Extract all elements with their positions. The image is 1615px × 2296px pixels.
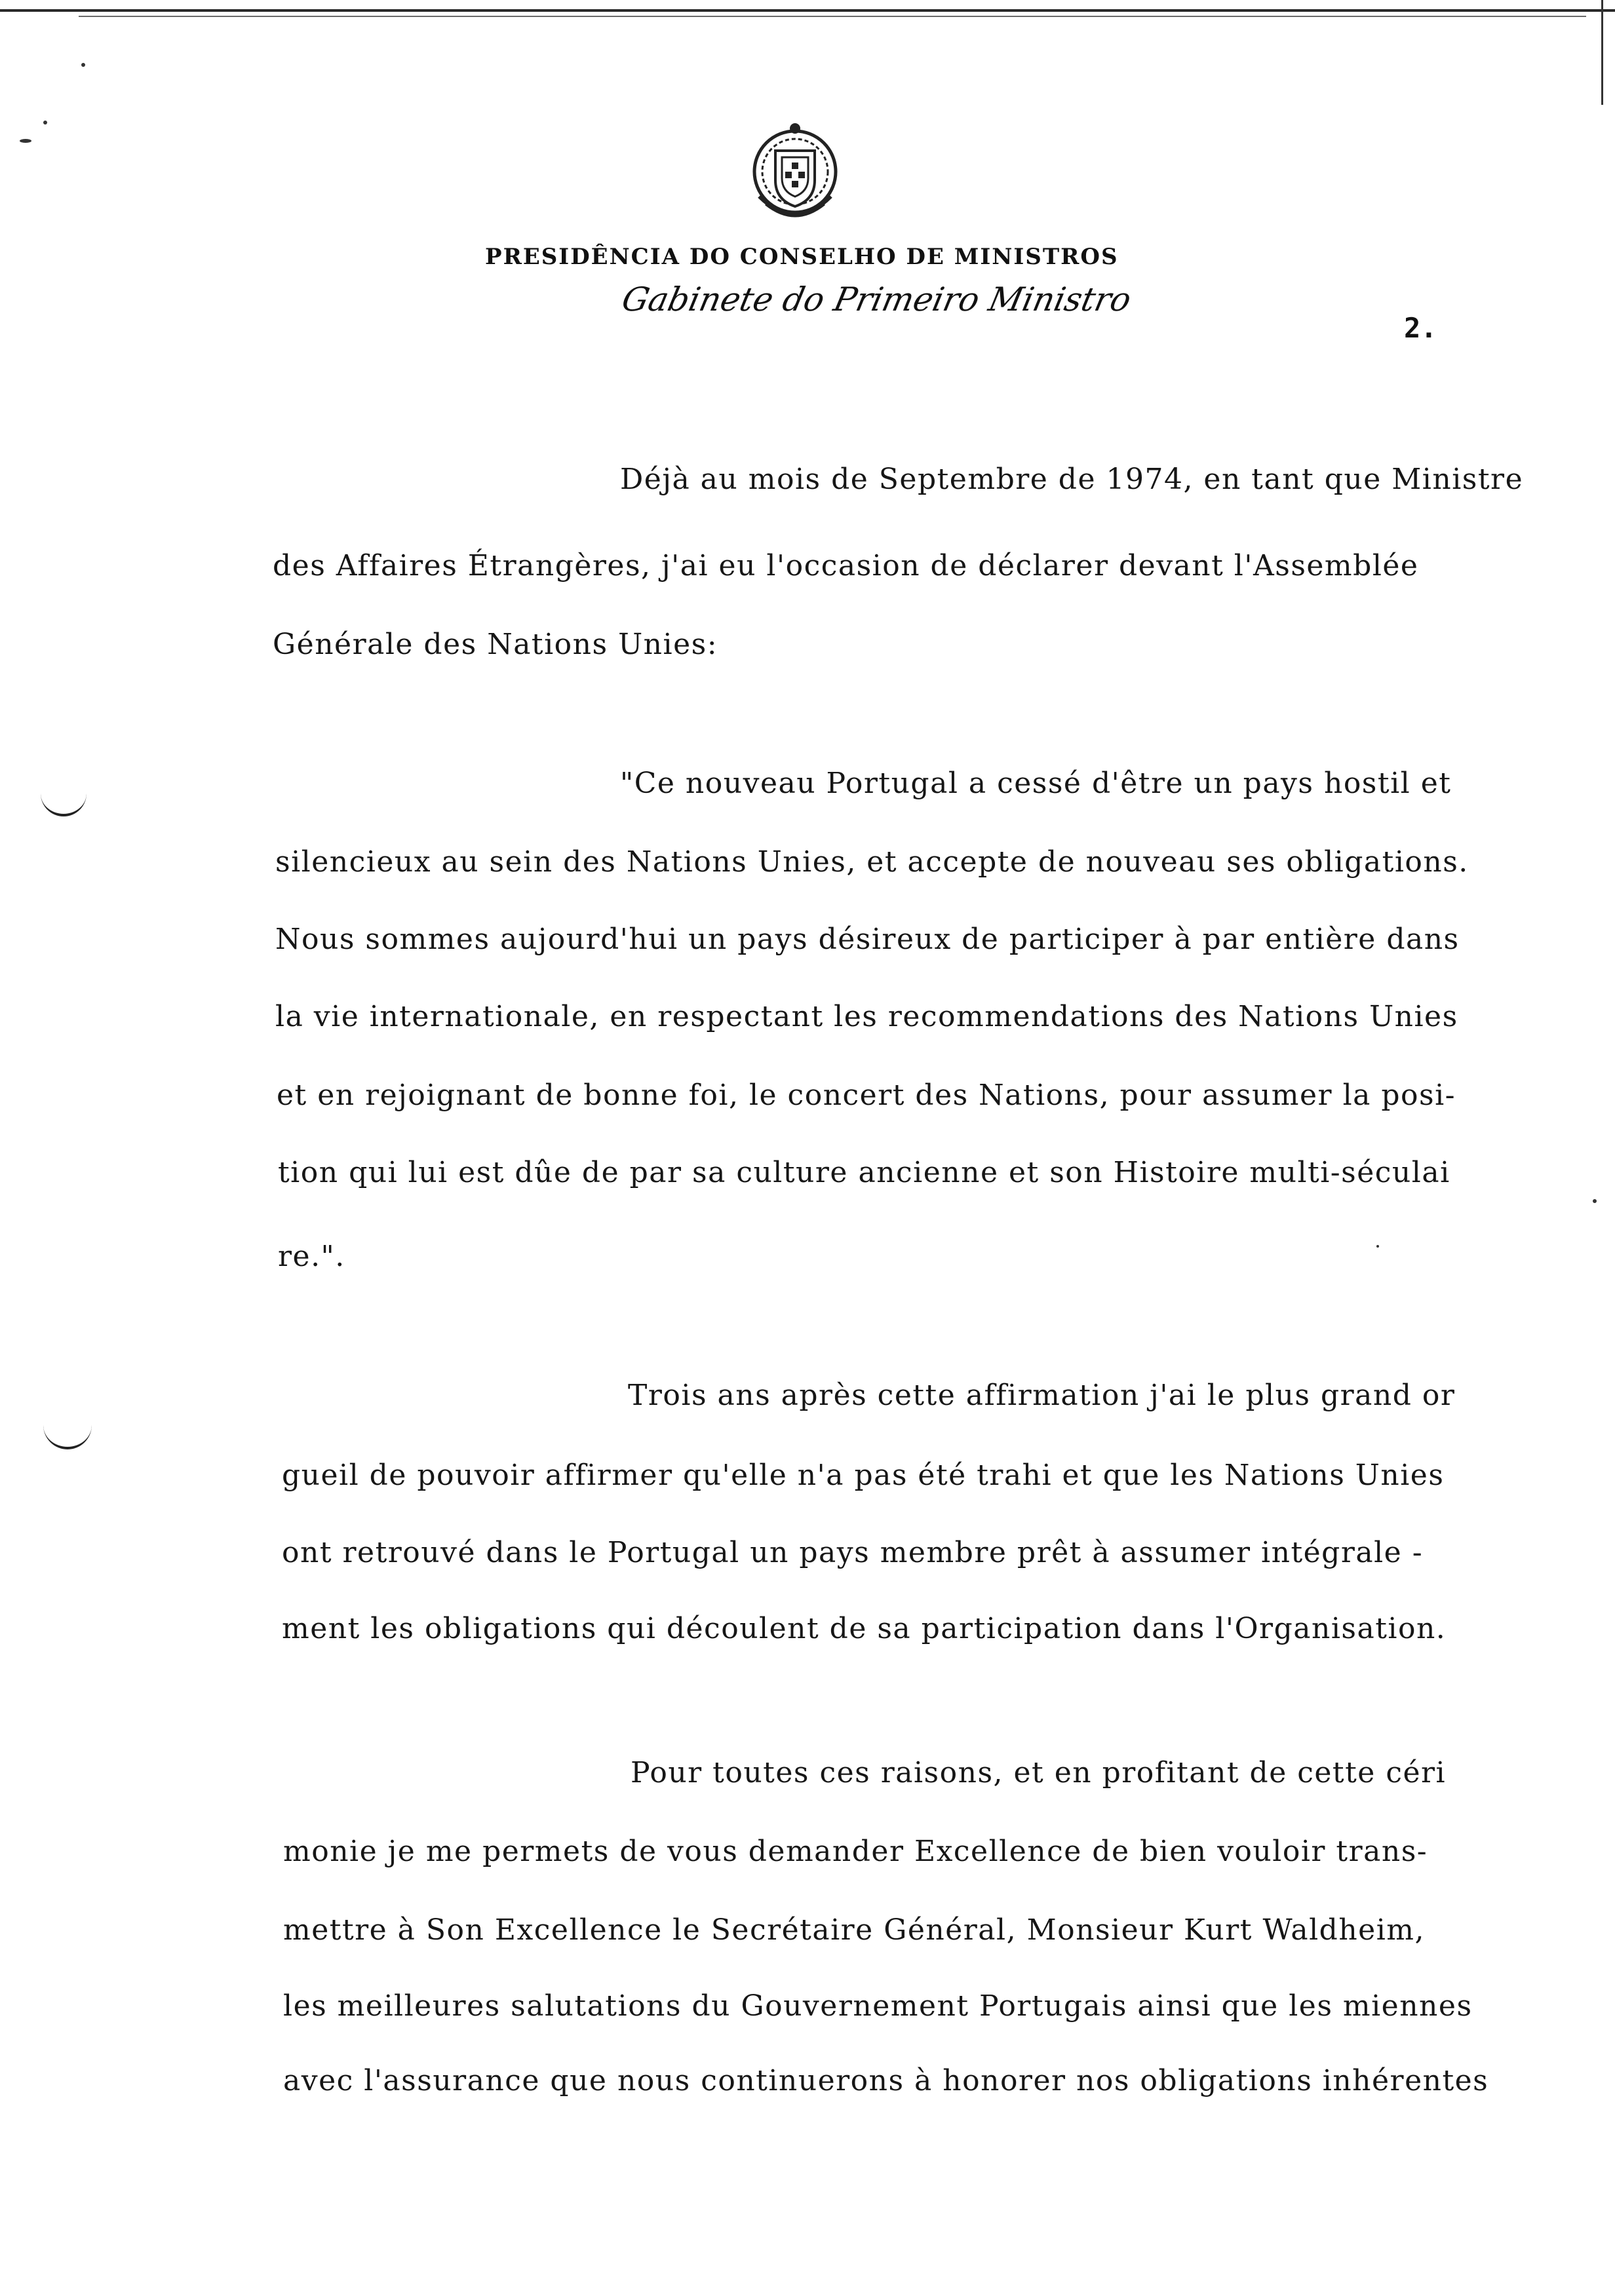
paragraph-4-line-4: les meilleures salutations du Gouvernement Portugais ainsi que les miennes	[283, 1989, 1473, 2023]
paragraph-3-line-4: ment les obligations qui découlent de sa participation dans l'Organisation.	[282, 1612, 1447, 1645]
page-number: 2.	[1404, 312, 1437, 344]
paragraph-2-line-7: re.".	[278, 1240, 345, 1273]
page-edge-mark	[1601, 0, 1603, 105]
office-subtitle: Gabinete do Primeiro Ministro	[618, 280, 1135, 318]
top-border-line-thin	[79, 16, 1586, 17]
paragraph-2-line-6: tion qui lui est dûe de par sa culture ancienne et son Histoire multi-séculai	[278, 1156, 1450, 1189]
scan-speck	[43, 121, 47, 124]
scan-speck	[1593, 1199, 1597, 1203]
paragraph-3-line-2: gueil de pouvoir affirmer qu'elle n'a pas été trahi et que les Nations Unies	[282, 1459, 1445, 1492]
top-border-line	[0, 9, 1615, 12]
paragraph-1-line-1: Déjà au mois de Septembre de 1974, en tant que Ministre	[620, 463, 1524, 496]
paragraph-4-line-2: monie je me permets de vous demander Excellence de bien vouloir trans-	[283, 1835, 1428, 1868]
paragraph-2-line-5: et en rejoignant de bonne foi, le concert des Nations, pour assumer la posi-	[277, 1079, 1456, 1112]
paragraph-2-line-2: silencieux au sein des Nations Unies, et accepte de nouveau ses obligations.	[275, 845, 1469, 879]
paragraph-4-line-5: avec l'assurance que nous continuerons à honorer nos obligations inhérentes	[283, 2064, 1489, 2097]
ministry-header-title: PRESIDÊNCIA DO CONSELHO DE MINISTROS	[485, 244, 1119, 270]
paragraph-3-line-3: ont retrouvé dans le Portugal un pays membre prêt à assumer intégrale -	[282, 1536, 1424, 1569]
paragraph-4-line-3: mettre à Son Excellence le Secrétaire Général, Monsieur Kurt Waldheim,	[283, 1913, 1425, 1947]
punch-hole-mark	[41, 790, 87, 816]
paragraph-2-line-4: la vie internationale, en respectant les recommendations des Nations Unies	[275, 1000, 1458, 1033]
paragraph-1-line-3: Générale des Nations Unies:	[273, 628, 718, 661]
paragraph-3-line-1: Trois ans après cette affirmation j'ai le plus grand or	[628, 1379, 1456, 1412]
paragraph-4-line-1: Pour toutes ces raisons, et en profitant de cette céri	[631, 1756, 1447, 1789]
coat-of-arms-seal-icon	[739, 118, 851, 236]
paragraph-1-line-2: des Affaires Étrangères, j'ai eu l'occasion de déclarer devant l'Assemblée	[273, 549, 1419, 583]
scan-speck	[20, 139, 31, 143]
scan-speck	[1376, 1245, 1379, 1248]
punch-hole-mark	[43, 1423, 92, 1449]
paragraph-2-line-1: "Ce nouveau Portugal a cessé d'être un pays hostil et	[620, 767, 1452, 800]
scan-speck	[81, 63, 85, 67]
paragraph-2-line-3: Nous sommes aujourd'hui un pays désireux de participer à par entière dans	[275, 923, 1460, 956]
